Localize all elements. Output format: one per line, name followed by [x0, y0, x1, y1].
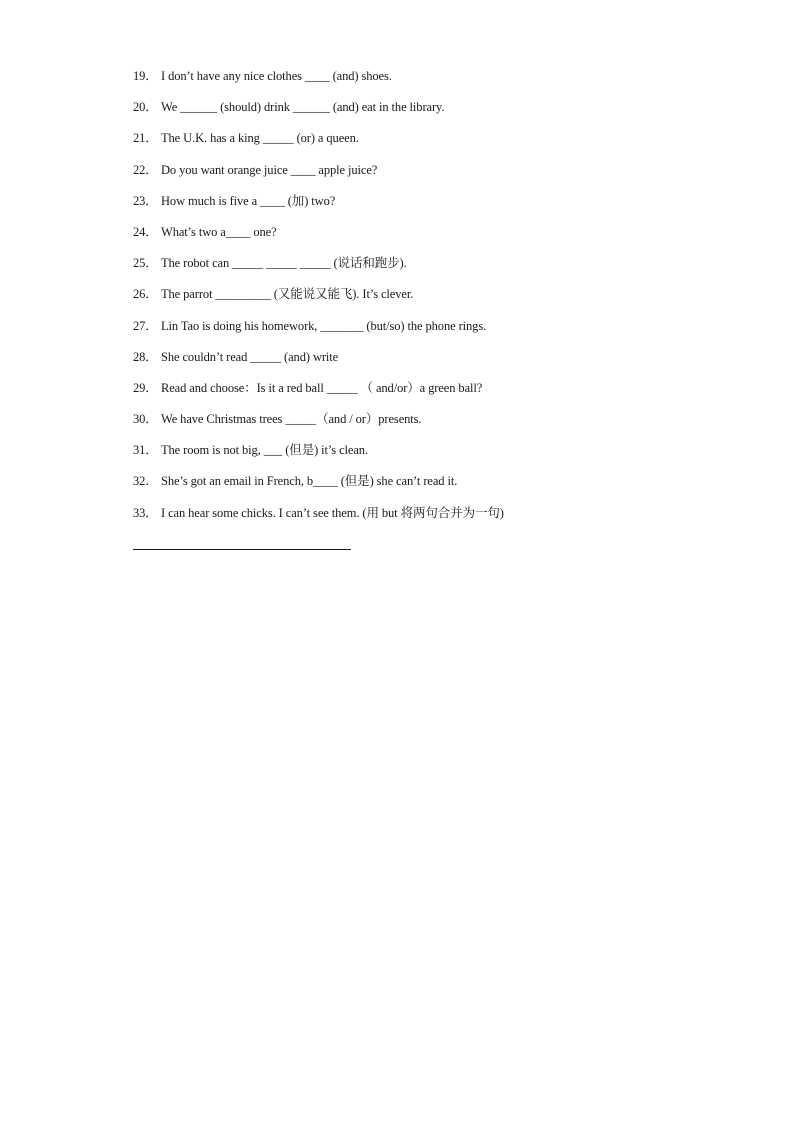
- question-number: 20．: [133, 100, 158, 115]
- question-number: 23．: [133, 193, 158, 208]
- question-number: 30．: [133, 412, 158, 427]
- question-number: 19．: [133, 69, 158, 83]
- question-text: Lin Tao is doing his homework, _______ (but/so) the phone rings.: [161, 318, 487, 333]
- question-30: [133, 409, 753, 440]
- question-25: [133, 253, 753, 284]
- question-text: The parrot _________ (又能说又能飞). It’s clever.: [161, 287, 414, 302]
- question-19: [133, 66, 753, 97]
- question-number: 22．: [133, 162, 158, 177]
- question-text: Do you want orange juice ____ apple juice?: [161, 162, 378, 177]
- question-number: 32．: [133, 474, 158, 489]
- question-number: 26．: [133, 287, 158, 302]
- question-list: [133, 66, 753, 534]
- question-number: 24．: [133, 224, 158, 239]
- question-text: She’s got an email in French, b____ (但是) she can’t read it.: [161, 474, 458, 489]
- question-text: How much is five a ____ (加) two?: [161, 193, 336, 208]
- question-text: I don’t have any nice clothes ____ (and) shoes.: [161, 69, 392, 83]
- question-26: [133, 284, 753, 315]
- question-text: Read and choose：Is it a red ball _____ （ and/or）a green ball?: [161, 380, 483, 395]
- question-text: The U.K. has a king _____ (or) a queen.: [161, 131, 359, 146]
- question-text: We ______ (should) drink ______ (and) eat in the library.: [161, 100, 445, 115]
- question-number: 31．: [133, 443, 158, 458]
- question-text: The robot can _____ _____ _____ (说话和跑步).: [161, 256, 407, 271]
- question-text: What’s two a____ one?: [161, 224, 277, 239]
- question-23: [133, 191, 753, 222]
- question-number: 21．: [133, 131, 158, 146]
- answer-line: [133, 549, 351, 550]
- question-28: [133, 347, 753, 378]
- question-number: 28．: [133, 349, 158, 364]
- question-21: [133, 128, 753, 159]
- question-text: I can hear some chicks. I can’t see them. (用 but 将两句合并为一句): [161, 505, 504, 520]
- question-24: [133, 222, 753, 253]
- question-22: [133, 160, 753, 191]
- question-29: [133, 378, 753, 409]
- question-number: 33．: [133, 505, 158, 520]
- question-text: She couldn’t read _____ (and) write: [161, 349, 339, 364]
- question-text: We have Christmas trees _____（and / or）presents.: [161, 412, 422, 427]
- question-number: 25．: [133, 256, 158, 271]
- question-20: [133, 97, 753, 128]
- question-27: [133, 316, 753, 347]
- question-32: [133, 471, 753, 502]
- question-number: 29．: [133, 380, 158, 395]
- question-31: [133, 440, 753, 471]
- question-number: 27．: [133, 318, 158, 333]
- question-text: The room is not big, ___ (但是) it’s clean.: [161, 443, 368, 458]
- question-33: [133, 503, 753, 534]
